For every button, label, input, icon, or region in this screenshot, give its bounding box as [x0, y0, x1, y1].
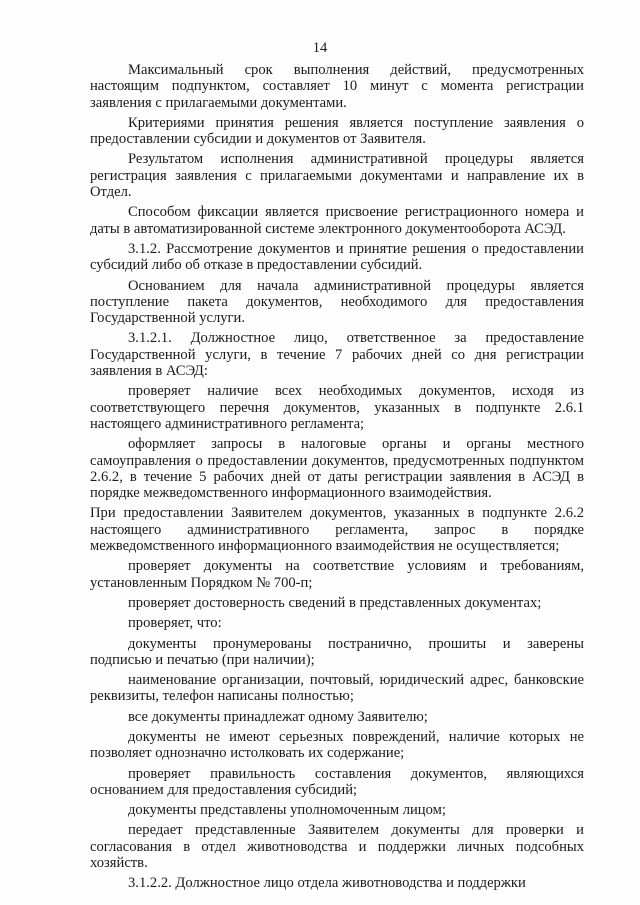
list-item-correctness: проверяет правильность составления документов, являющихся основанием для предоставления субсидий; — [90, 765, 584, 798]
list-item-no-damage: документы не имеют серьезных повреждений, наличие которых не позволяет однозначно истолковать их содержание; — [90, 728, 584, 762]
section-heading-3-1-2-2: 3.1.2.2. Должностное лицо отдела животноводства и поддержки — [128, 875, 526, 892]
list-item-single-applicant: все документы принадлежат одному Заявителю; — [128, 708, 428, 725]
paragraph-decision-criteria: Критериями принятия решения является поступление заявления о предоставлении субсидии и документов от Заявителя. — [90, 114, 584, 148]
list-item-checks-that: проверяет, что: — [128, 615, 222, 632]
list-item-checks-documents: проверяет наличие всех необходимых документов, исходя из соответствующего перечня документов, указанных в подпункте 2.6.1 настоящего административного регламента; — [90, 383, 584, 432]
section-heading-3-1-2: 3.1.2. Рассмотрение документов и принятие решения о предоставлении субсидий либо об отказе в предоставлении субсидий. — [90, 240, 584, 274]
list-item-organization-details: наименование организации, почтовый, юридический адрес, банковские реквизиты, телефон написаны полностью; — [90, 672, 584, 705]
list-item-checks-conditions: проверяет документы на соответствие условиям и требованиям, установленным Порядком № 700-п; — [90, 558, 584, 591]
document-body — [90, 62, 584, 896]
paragraph-fixation-method: Способом фиксации является присвоение регистрационного номера и даты в автоматизированной системе электронного документооборота АСЭД. — [90, 204, 584, 237]
paragraph-procedure-result: Результатом исполнения административной процедуры является регистрация заявления с прилагаемыми документами и направление их в Отдел. — [90, 151, 584, 201]
list-item-requests: оформляет запросы в налоговые органы и органы местного самоуправления о предоставлении документов, предусмотренных подпунктом 2.6.2, в течение 5 рабочих дней от даты регистрации заявления в АСЭД в порядке межведомственного информационного взаимодействия. — [90, 436, 584, 502]
paragraph-no-request: При предоставлении Заявителем документов, указанных в подпункте 2.6.2 настоящего административного регламента, запрос в порядке межведомственного информационного взаимодействия не осуществляется; — [90, 505, 584, 555]
paragraph-max-time: Максимальный срок выполнения действий, предусмотренных настоящим подпунктом, составляет 10 минут с момента регистрации заявления с прилагаемыми документами. — [90, 62, 584, 111]
list-item-transfers-documents: передает представленные Заявителем документы для проверки и согласования в отдел животноводства и поддержки личных подсобных хозяйств. — [90, 822, 584, 872]
list-item-checks-reliability: проверяет достоверность сведений в представленных документах; — [128, 594, 542, 611]
list-item-authorized-person: документы представлены уполномоченным лицом; — [128, 802, 446, 819]
page-number: 14 — [312, 40, 328, 56]
section-heading-3-1-2-1: 3.1.2.1. Должностное лицо, ответственное за предоставление Государственной услуги, в течение 7 рабочих дней со дня регистрации заявления в АСЭД: — [90, 330, 584, 380]
paragraph-procedure-basis: Основанием для начала административной процедуры является поступление пакета документов, необходимого для предоставления Государственной услуги. — [90, 277, 584, 327]
list-item-numbered-pages: документы пронумерованы постранично, прошиты и заверены подписью и печатью (при наличии); — [90, 635, 584, 668]
